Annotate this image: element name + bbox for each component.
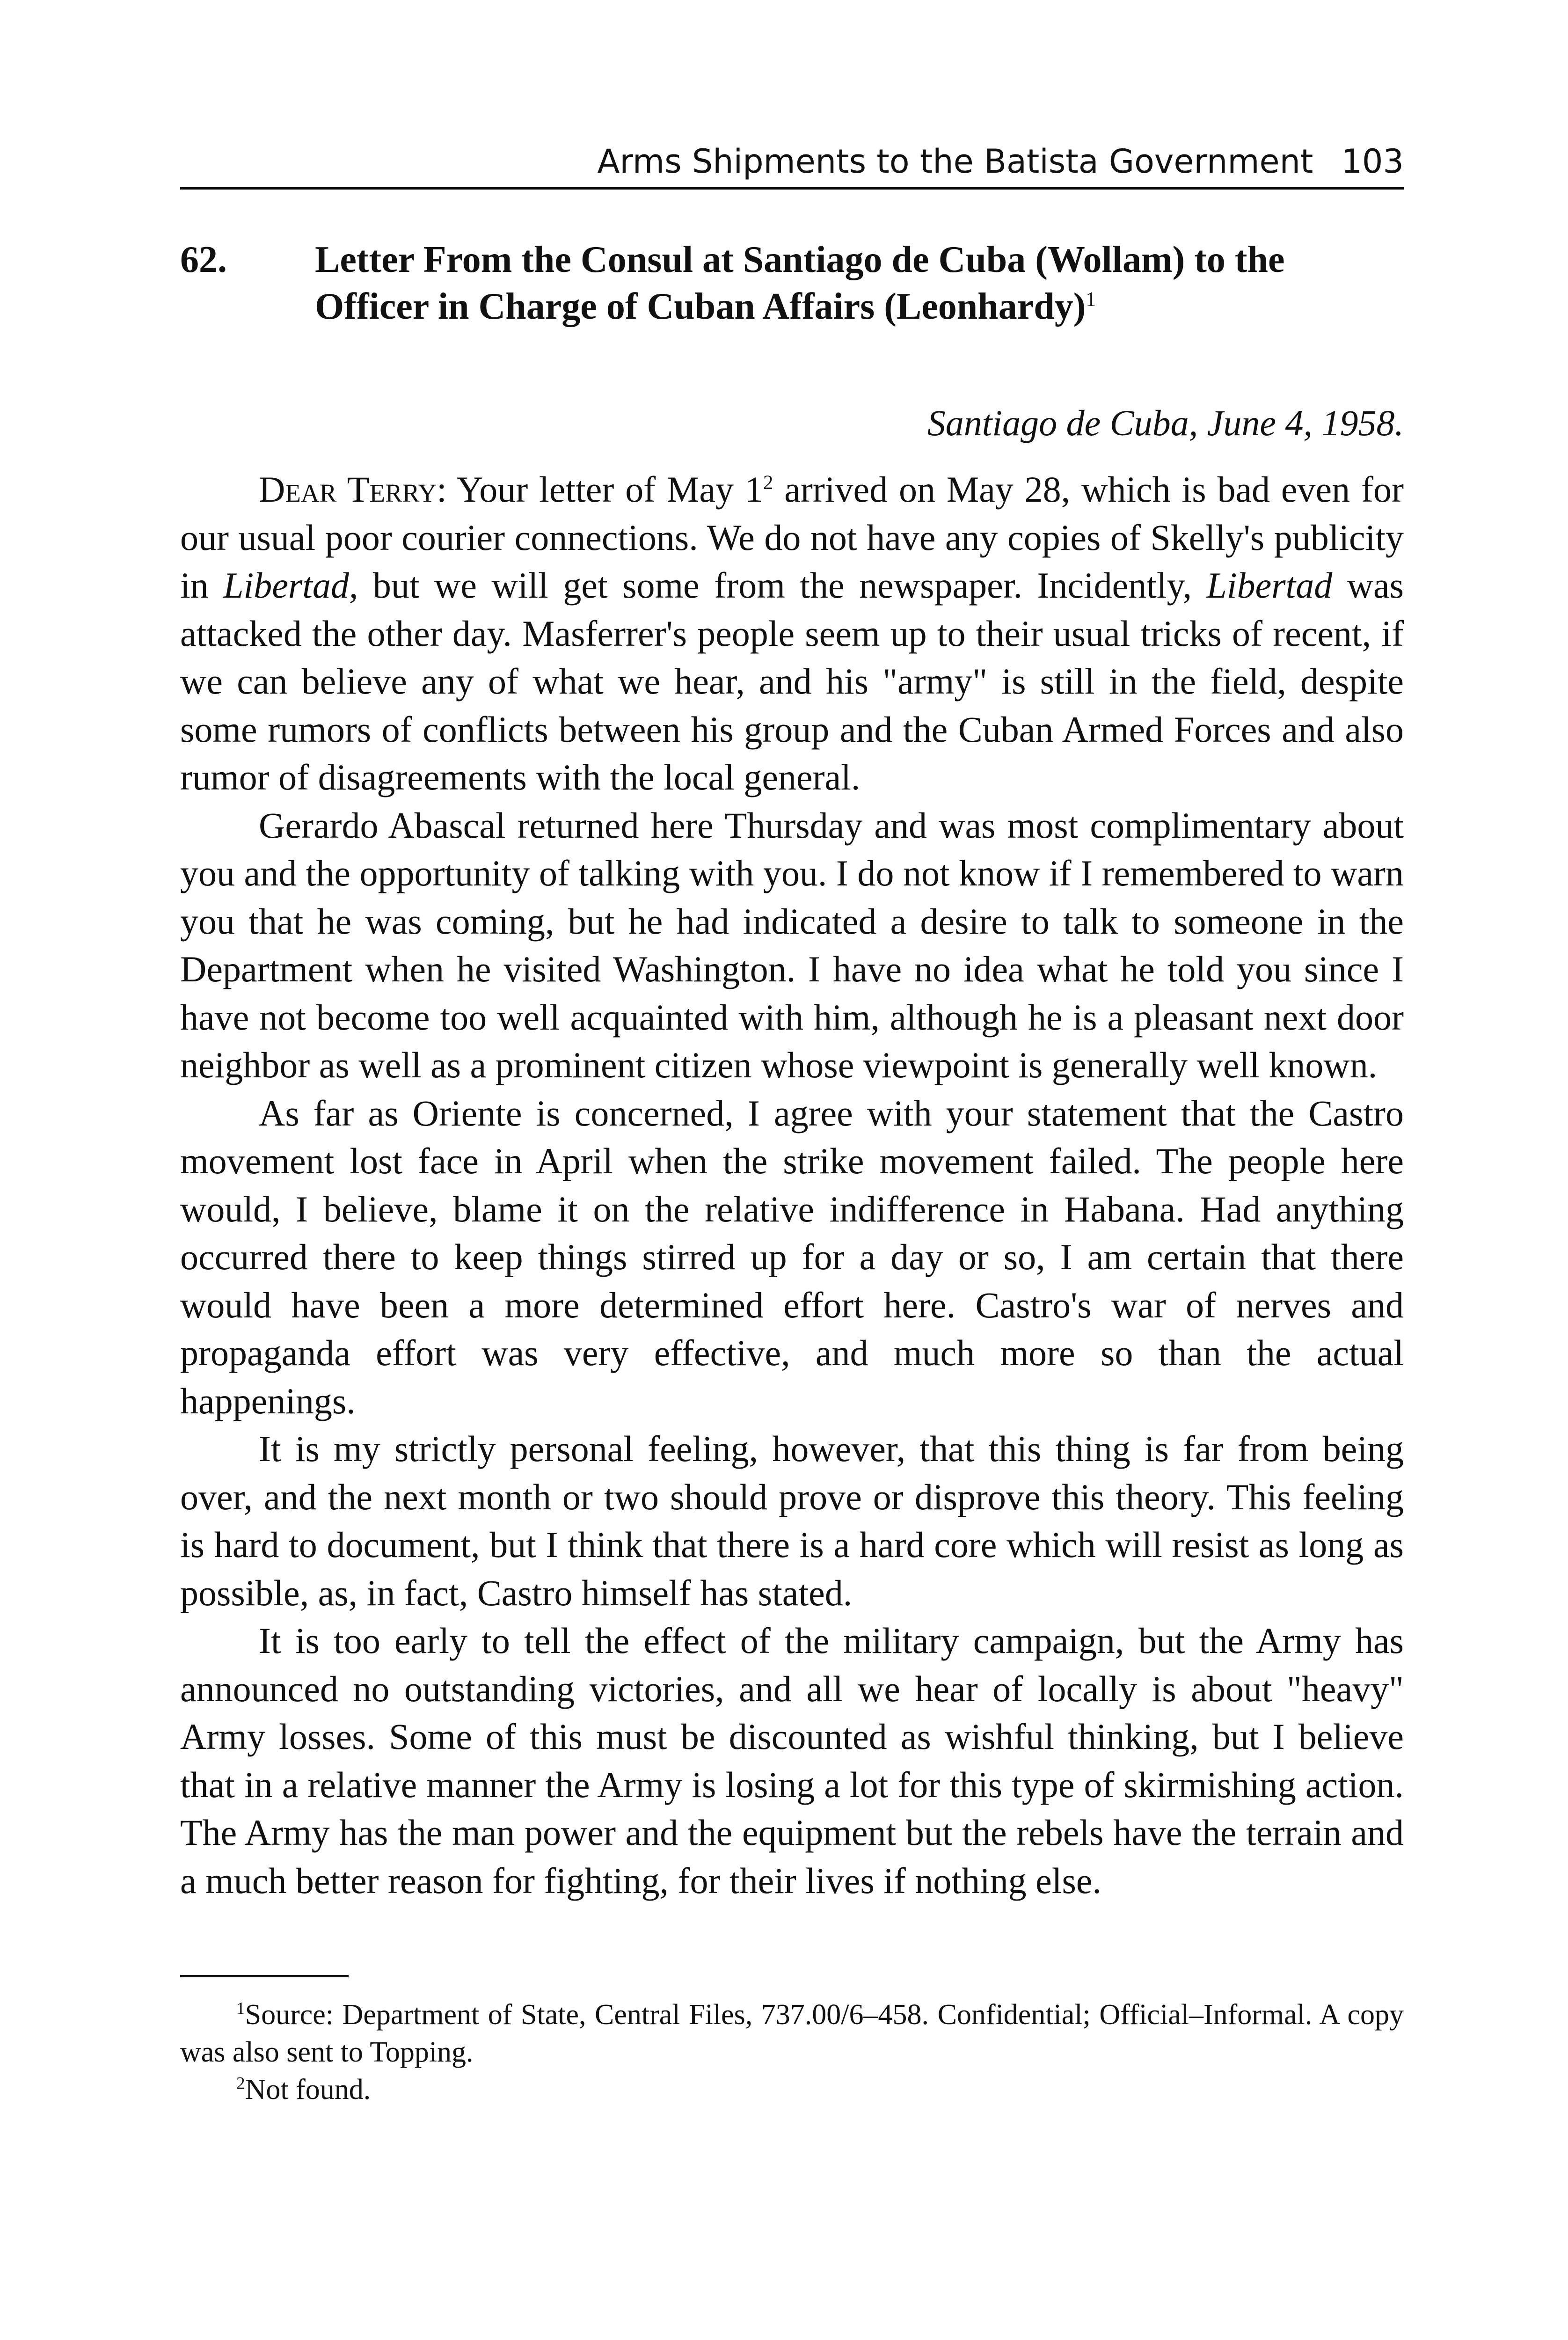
footnote-divider xyxy=(180,1975,349,1977)
running-head xyxy=(180,136,1404,190)
footnote-text: Not found. xyxy=(245,2074,371,2106)
document-title: Letter From the Consul at Santiago de Cuba (Wollam) to the Officer in Charge of Cuban Affairs (Leonhardy) xyxy=(315,239,1285,327)
document-number: 62. xyxy=(180,239,227,280)
salutation: Dear Terry: xyxy=(259,469,447,510)
paragraph-4: It is my strictly personal feeling, however, that this thing is far from being over, and the next month or two should prove or disprove this theory. This feeling is hard to document, but I think that there is a hard core which will resist as long as possible, as, in fact, Castro himself has stated. xyxy=(180,1428,1404,1613)
paragraph-1 xyxy=(180,466,1404,802)
paragraph-1-text-d: was attacked the other day. Masferrer's people seem up to their usual tricks of recent, if we can believe any of what we hear, and his "army" is still in the field, despite some rumors of conflicts between his group and the Cuban Armed Forces and also rumor of disagreements with the local general. xyxy=(180,565,1404,797)
paragraph-5: It is too early to tell the effect of the military campaign, but the Army has announced no outstanding victories, and all we hear of locally is about "heavy" Army losses. Some of this must be discounted as wishful thinking, but I believe that in a relative manner the Army is losing a lot for this type of skirmishing action. The Army has the man power and the equipment but the rebels have the terrain and a much better reason for fighting, for their lives if nothing else. xyxy=(180,1620,1404,1901)
paragraph-1-text-c: but we will get some from the newspaper. Incidently, xyxy=(372,565,1192,606)
letter-body xyxy=(180,466,1404,1905)
footnote-marker: 1 xyxy=(236,1999,245,2018)
footnote-ref-2: 2 xyxy=(763,472,773,494)
document-heading xyxy=(180,236,1404,330)
newspaper-name: Libertad, xyxy=(223,565,358,606)
document-page xyxy=(180,136,1404,2108)
footnote-marker: 2 xyxy=(236,2074,245,2093)
newspaper-name: Libertad xyxy=(1206,565,1333,606)
footnote-2 xyxy=(180,2071,1404,2108)
paragraph-1-text-a: Your letter of May 1 xyxy=(456,469,763,510)
footnote-ref-1: 1 xyxy=(1086,287,1096,311)
footnote-text: Source: Department of State, Central Files, 737.00/6–458. Confidential; Official–Informal. A copy was also sent to Topping. xyxy=(180,1999,1404,2068)
paragraph-2: Gerardo Abascal returned here Thursday and was most complimentary about you and the opportunity of talking with you. I do not know if I remembered to warn you that he was coming, but he had indicated a desire to talk to someone in the Department when he visited Washington. I have no idea what he told you since I have not become too well acquainted with him, although he is a pleasant next door neighbor as well as a prominent citizen whose viewpoint is generally well known. xyxy=(180,804,1404,1085)
page-number: 103 xyxy=(1341,142,1404,181)
dateline: Santiago de Cuba, June 4, 1958. xyxy=(927,402,1404,443)
paragraph-3: As far as Oriente is concerned, I agree with your statement that the Castro movement lost face in April when the strike movement failed. The people here would, I believe, blame it on the relative indifference in Habana. Had anything occurred there to keep things stirred up for a day or so, I am certain that there would have been a more determined effort here. Castro's war of nerves and propaganda effort was very effective, and much more so than the actual happenings. xyxy=(180,1092,1404,1421)
footnotes xyxy=(180,1996,1404,2108)
running-head-title: Arms Shipments to the Batista Government xyxy=(597,142,1313,181)
paragraph-1-text-b: arrived on May 28, which is bad even for our usual poor courier connections. We do not have any copies of Skelly's publicity in xyxy=(180,469,1404,606)
footnote-1 xyxy=(180,1996,1404,2071)
